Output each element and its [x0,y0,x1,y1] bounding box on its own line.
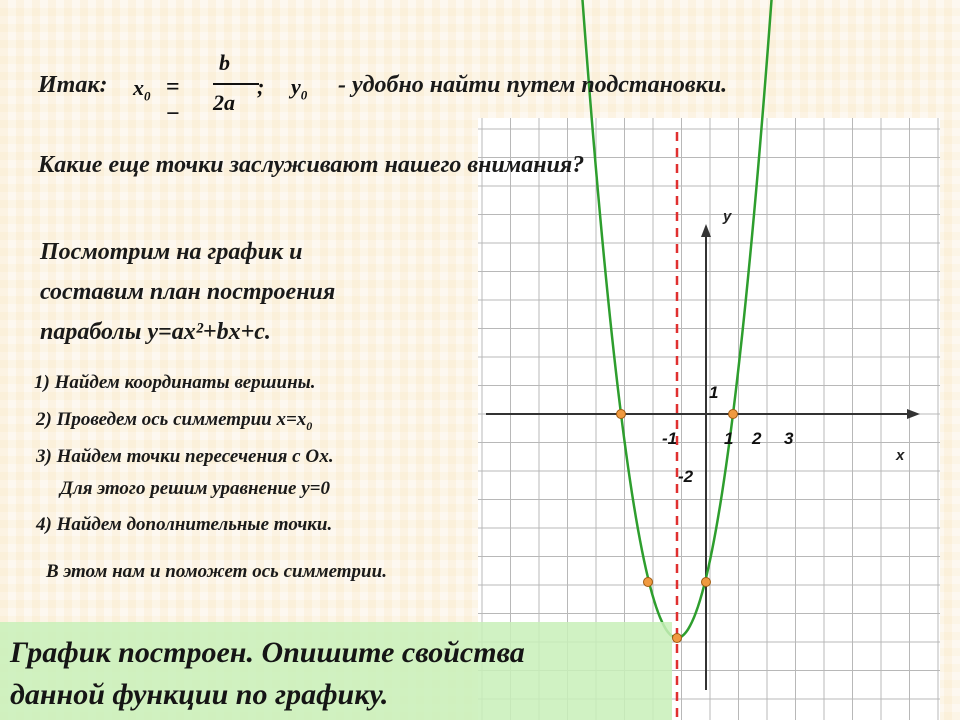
y-tick-label: 1 [709,383,719,402]
step-1: 1) Найдем координаты вершины. [34,372,316,393]
plan-intro-line: составим план построения [40,279,336,305]
step-5-note: В этом нам и поможет ось симметрии. [46,561,387,582]
plan-intro-line: Посмотрим на график и [40,239,303,265]
y-axis-label: у [723,208,732,225]
question-text: Какие еще точки заслуживают нашего внимания? [38,152,585,178]
x-tick-label: -1 [662,429,678,448]
formula-equals: = − [166,74,180,127]
x-tick-label: 3 [784,429,794,448]
conclusion-line: данной функции по графику. [10,678,389,711]
formula-y0: $y_0$ [291,74,308,103]
formula-semicolon: ; [257,74,265,99]
step-3-detail: Для этого решим уравнение y=0 [60,478,330,499]
x-axis-label: х [896,447,905,464]
parabola-point [702,578,711,587]
parabola-point [617,410,626,419]
parabola-point [673,634,682,643]
plan-intro-line: параболы y=ax²+bx+c. [40,319,271,345]
plan-intro [40,232,460,352]
step-3: 3) Найдем точки пересечения с Ох. [36,446,334,467]
step-2: 2) Проведем ось симметрии $x=x_0$ [36,409,313,433]
y-tick-label: -2 [678,467,694,486]
fraction-bar [213,83,259,85]
x-tick-label: 1 [724,429,734,448]
formula-numerator: b [219,50,230,75]
conclusion-line: График построен. Опишите свойства [10,636,525,669]
intro-lead: Итак: [38,72,108,98]
formula-x0: $x_0$ [133,75,151,104]
x-tick-label: 2 [752,429,762,448]
parabola-point [644,578,653,587]
formula-denominator: 2a [213,90,235,115]
conclusion-box [0,622,672,720]
step-4: 4) Найдем дополнительные точки. [36,514,333,535]
parabola-point [729,410,738,419]
intro-rest: - удобно найти путем подстановки. [338,72,728,98]
